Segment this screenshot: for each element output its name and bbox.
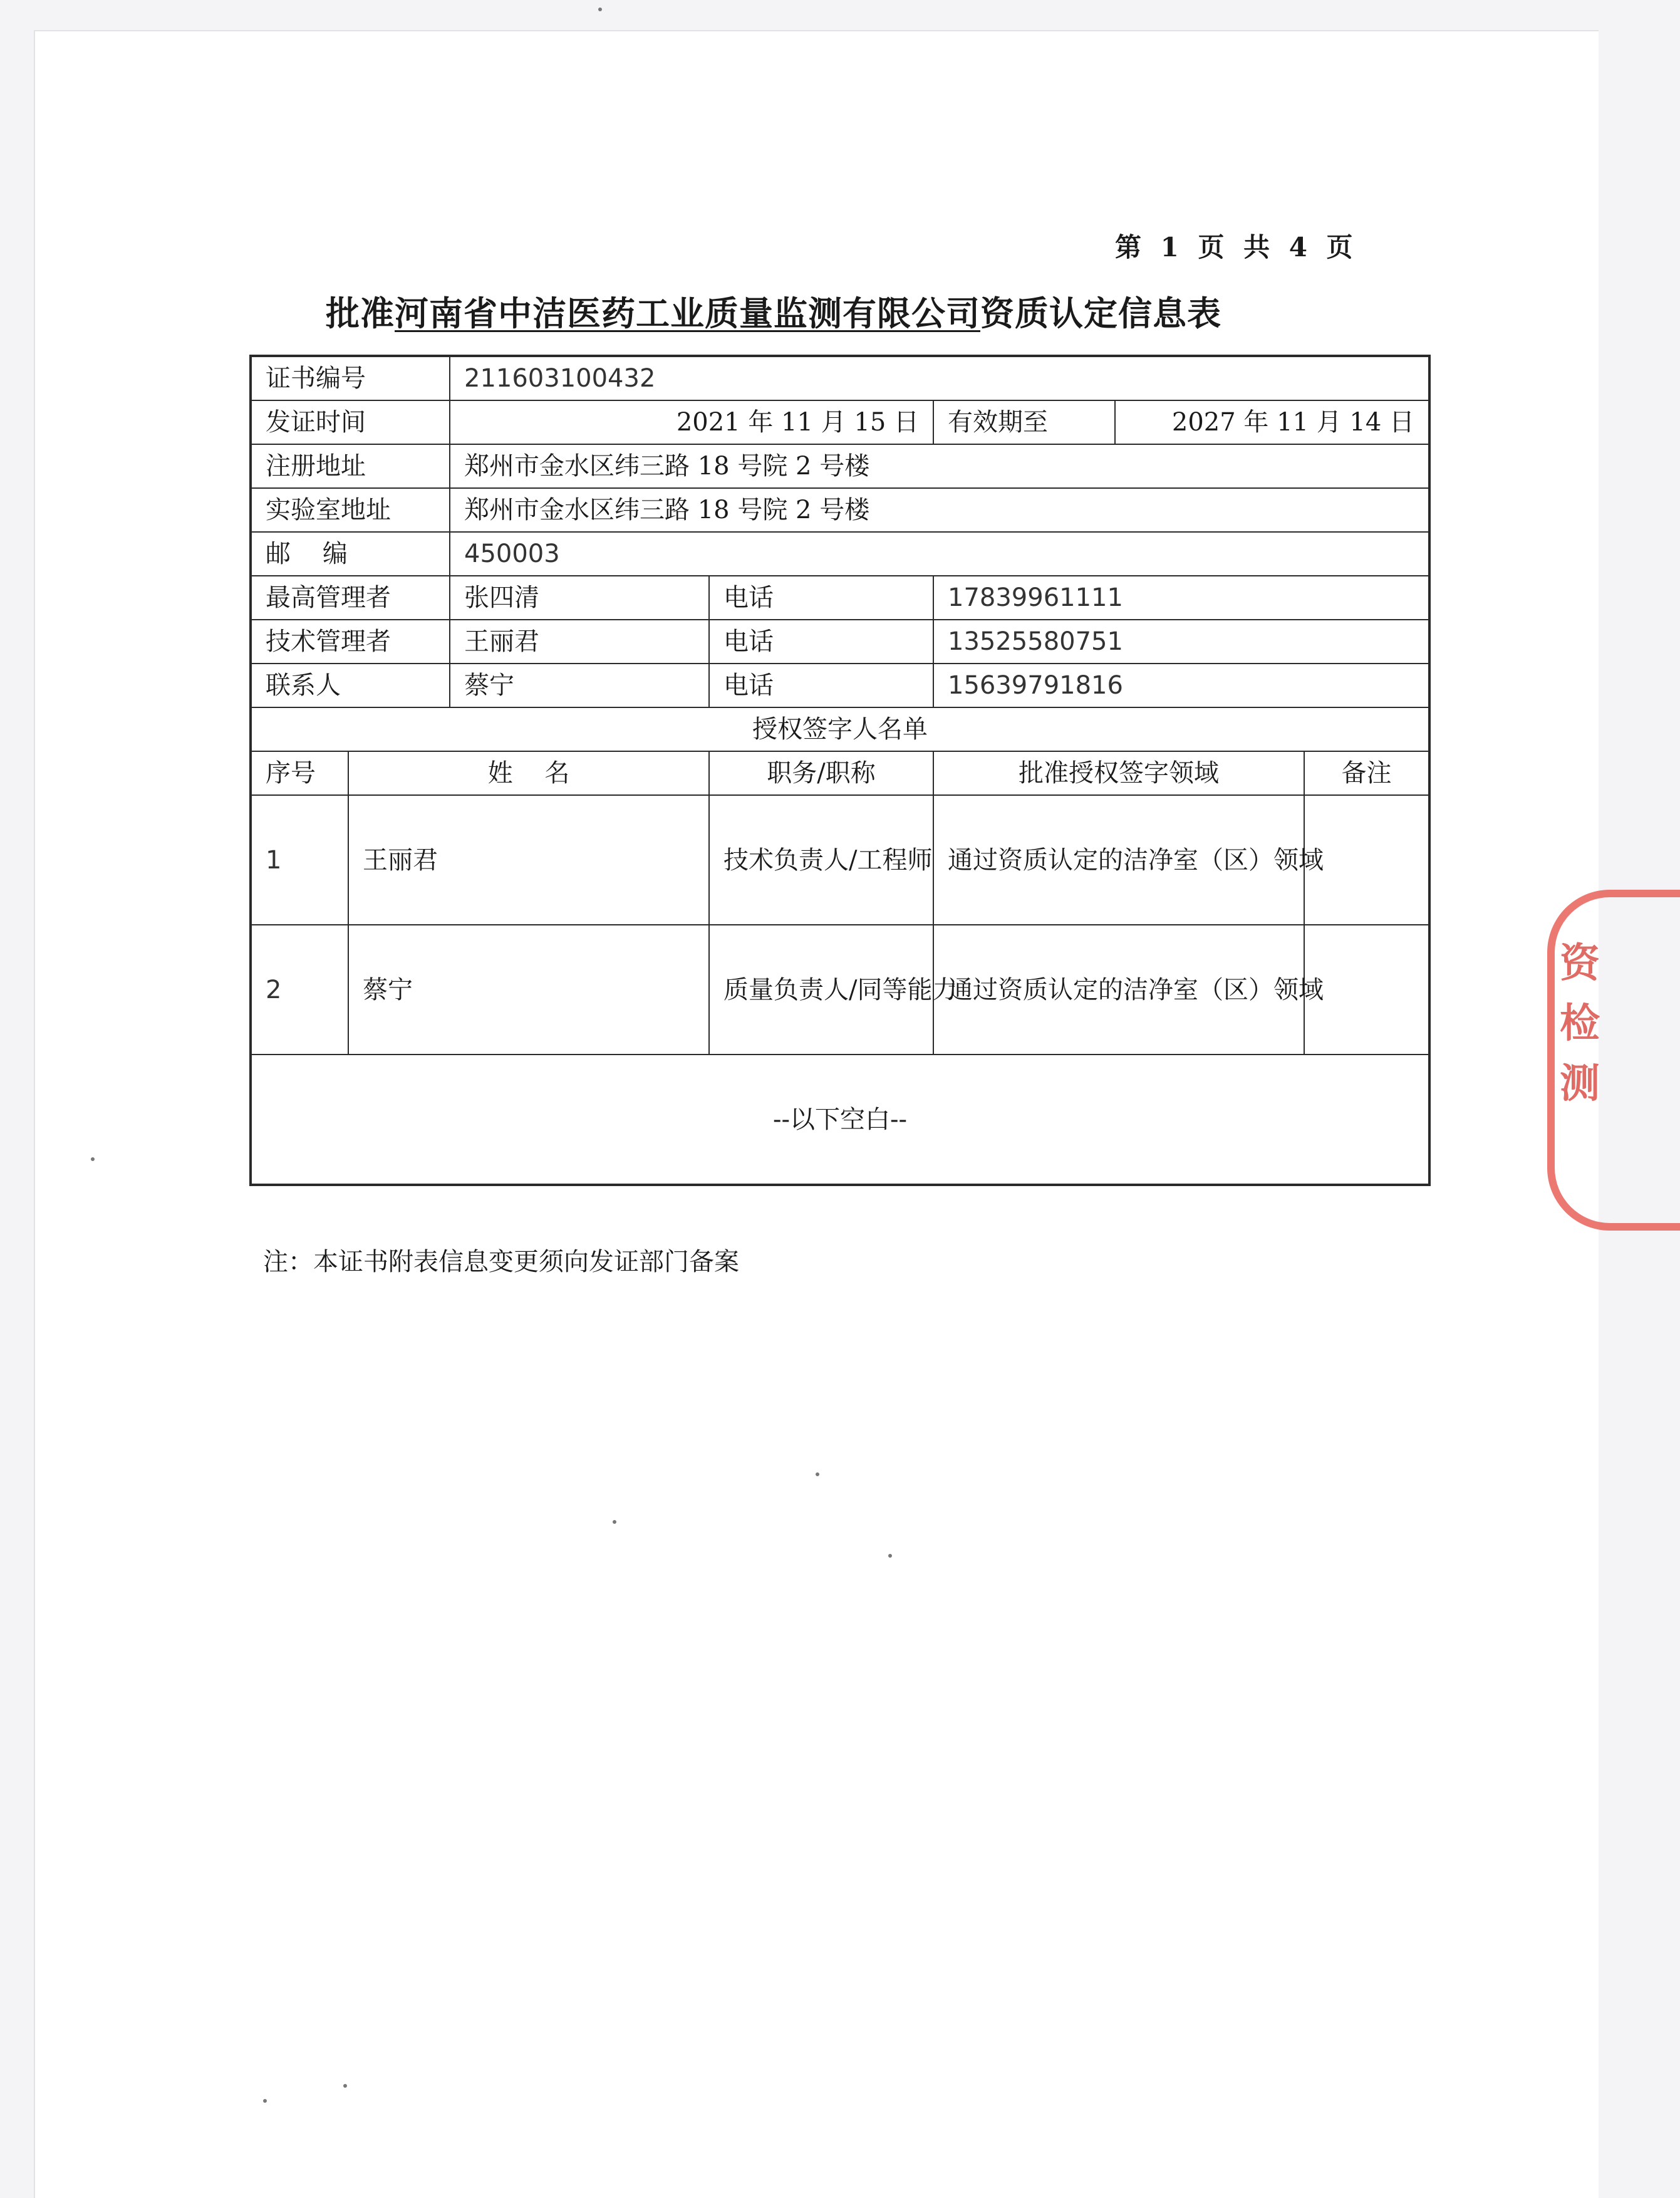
contact-role: 联系人 (251, 664, 450, 707)
valid-until-value: 2027 年 11 月 14 日 (1115, 400, 1429, 444)
lab-address-value: 郑州市金水区纬三路 18 号院 2 号楼 (450, 488, 1429, 532)
qualification-info-table (249, 355, 1431, 1186)
title-company: 河南省中洁医药工业质量监测有限公司 (395, 293, 980, 333)
row-issue-date (251, 400, 1429, 444)
signatory-no: 2 (251, 925, 348, 1055)
column-header: 序号 (251, 751, 348, 795)
row-signatories-heading (251, 707, 1429, 751)
contact-role: 技术管理者 (251, 620, 450, 664)
contact-phone: 13525580751 (933, 620, 1429, 664)
scan-speck (91, 1157, 95, 1161)
signatory-field: 通过资质认定的洁净室（区）领域 (933, 795, 1304, 925)
signatory-name: 王丽君 (348, 795, 709, 925)
scan-speck (598, 8, 602, 11)
column-header: 批准授权签字领域 (933, 751, 1304, 795)
issue-date-label: 发证时间 (251, 400, 450, 444)
scan-speck (613, 1520, 616, 1524)
column-header: 职务/职称 (709, 751, 933, 795)
scan-speck (263, 2099, 267, 2103)
signatory-field: 通过资质认定的洁净室（区）领域 (933, 925, 1304, 1055)
valid-until-label: 有效期至 (933, 400, 1115, 444)
page-indicator: 第 1 页 共 4 页 (1115, 232, 1358, 263)
scan-speck (816, 1472, 819, 1476)
contact-role: 最高管理者 (251, 576, 450, 620)
seal-text: 资检测 (1560, 940, 1600, 1107)
row-blank-marker (251, 1055, 1429, 1185)
row-postcode (251, 532, 1429, 576)
row-lab-address (251, 488, 1429, 532)
row-signatories-header (251, 751, 1429, 795)
contact-name: 王丽君 (450, 620, 709, 664)
row-cert-no (251, 356, 1429, 400)
signatories-heading: 授权签字人名单 (251, 707, 1429, 751)
contact-phone-label: 电话 (709, 620, 933, 664)
signatory-row (251, 925, 1429, 1055)
document-title (326, 287, 1303, 335)
registered-address-label: 注册地址 (251, 444, 450, 488)
blank-marker: --以下空白-- (251, 1055, 1429, 1185)
signatory-name: 蔡宁 (348, 925, 709, 1055)
column-header: 备注 (1304, 751, 1429, 795)
issue-date-value: 2021 年 11 月 15 日 (450, 400, 933, 444)
registered-address-value: 郑州市金水区纬三路 18 号院 2 号楼 (450, 444, 1429, 488)
signatory-row (251, 795, 1429, 925)
title-prefix: 批准 (326, 293, 395, 333)
signatory-no: 1 (251, 795, 348, 925)
contact-phone-label: 电话 (709, 576, 933, 620)
row-contact (251, 576, 1429, 620)
contact-phone: 15639791816 (933, 664, 1429, 707)
contact-phone-label: 电话 (709, 664, 933, 707)
contact-name: 蔡宁 (450, 664, 709, 707)
signatory-title: 技术负责人/工程师 (709, 795, 933, 925)
row-contact (251, 620, 1429, 664)
cert-no-value: 211603100432 (450, 356, 1429, 400)
scan-speck (343, 2084, 347, 2088)
scan-speck (888, 1554, 892, 1558)
contact-name: 张四清 (450, 576, 709, 620)
row-registered-address (251, 444, 1429, 488)
lab-address-label: 实验室地址 (251, 488, 450, 532)
contact-phone: 17839961111 (933, 576, 1429, 620)
signatory-title: 质量负责人/同等能力 (709, 925, 933, 1055)
cert-no-label: 证书编号 (251, 356, 450, 400)
postcode-value: 450003 (450, 532, 1429, 576)
column-header: 姓 名 (348, 751, 709, 795)
footnote: 注：本证书附表信息变更须向发证部门备案 (263, 1247, 739, 1276)
postcode-label: 邮 编 (251, 532, 450, 576)
title-suffix: 资质认定信息表 (980, 293, 1221, 333)
row-contact (251, 664, 1429, 707)
